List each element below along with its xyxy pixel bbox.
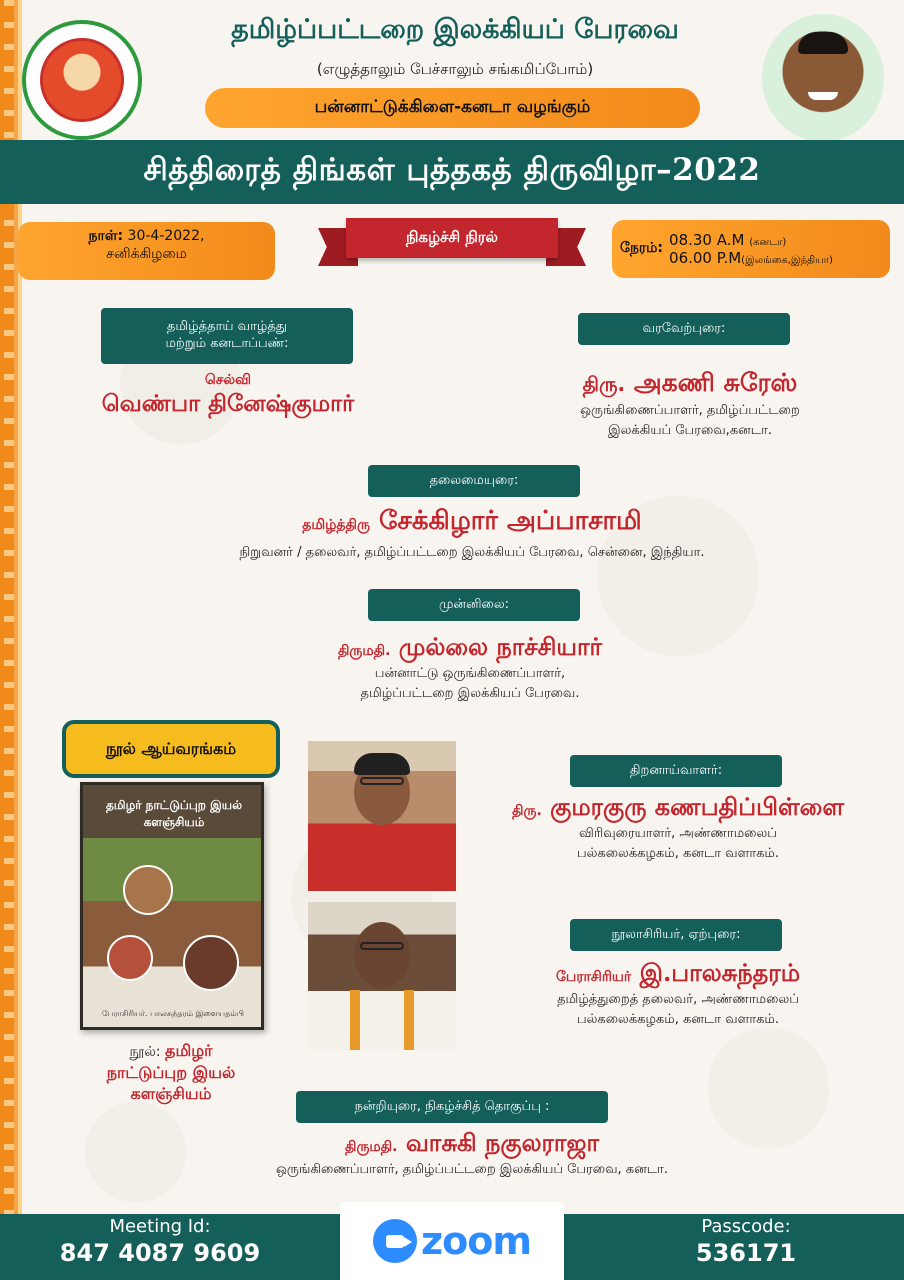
anthem-tag [101, 308, 353, 364]
program-label: நிகழ்ச்சி நிரல் [346, 218, 558, 258]
presence-speaker [240, 632, 700, 704]
welcome-desc-2: இலக்கியப் பேரவை,கனடா. [607, 423, 773, 439]
author-photo [308, 902, 456, 1050]
anthem-tag-line1: தமிழ்த்தாய் வாழ்த்து [166, 319, 288, 335]
presence-tag: முன்னிலை: [368, 589, 580, 621]
anthem-name: வெண்பா தினேஷ்குமார் [101, 390, 355, 417]
event-title: சித்திரைத் திங்கள் புத்தகத் திருவிழா–2022 [0, 140, 904, 204]
date-label: நாள்: [88, 228, 124, 244]
date-value: 30-4-2022, [127, 228, 205, 244]
program-ribbon [318, 218, 586, 268]
passcode [626, 1216, 866, 1267]
reviewer-photo [308, 741, 456, 891]
reviewer-honorific: திரு. [512, 803, 542, 819]
book-cover [80, 782, 264, 1030]
book-label-prefix: நூல்: [129, 1044, 161, 1060]
time-label: நேரம்: [620, 240, 664, 256]
thanks-name: வாசுகி நகுலராஜா [405, 1128, 600, 1157]
org-logo [22, 20, 142, 140]
welcome-tag: வரவேற்புரை: [578, 313, 790, 345]
author-honorific: பேராசிரியர் [555, 969, 632, 985]
passcode-label: Passcode: [701, 1216, 791, 1237]
book-label-2: நாட்டுப்புற இயல் [106, 1062, 236, 1082]
anthem-performer [60, 372, 396, 420]
zoom-logo [340, 1202, 564, 1280]
author-desc-1: தமிழ்த்துறைத் தலைவர், அண்ணாமலைப் [557, 992, 799, 1007]
presence-name: முல்லை நாச்சியார் [398, 632, 603, 661]
presidency-honorific: தமிழ்த்திரு [302, 517, 370, 533]
thanks-desc: ஒருங்கிணைப்பாளர், தமிழ்ப்பட்டறை இலக்கியப் பேரவை, கனடா. [276, 1162, 668, 1177]
welcome-name: அகணி சுரேஸ் [633, 368, 798, 397]
time-srilanka-india-zone: (இலங்கை,இந்தியா) [741, 255, 833, 266]
meeting-id-label: Meeting Id: [109, 1216, 211, 1237]
reviewer-tag: திறனாய்வாளர்: [570, 755, 782, 787]
presence-desc-1: பன்னாட்டு ஒருங்கிணைப்பாளர், [374, 666, 566, 681]
passcode-value[interactable]: 536171 [695, 1239, 797, 1267]
presence-honorific: திருமதி. [337, 643, 391, 659]
presidency-name: சேக்கிழார் அப்பாசாமி [379, 506, 642, 536]
meeting-id [40, 1216, 280, 1267]
welcome-desc-1: ஒருங்கிணைப்பாளர், தமிழ்ப்பட்டறை [580, 403, 800, 418]
date-box [18, 222, 275, 280]
reviewer-desc-2: பல்கலைக்கழகம், கனடா வளாகம். [576, 846, 780, 862]
author-speaker [466, 958, 890, 1030]
thanks-honorific: திருமதி. [344, 1139, 398, 1155]
book-label-1: தமிழர் [165, 1041, 213, 1060]
author-name: இ.பாலசுந்தரம் [639, 958, 801, 987]
presidency-speaker [120, 506, 824, 563]
reviewer-desc-1: விரிவுரையாளர், அண்ணாமலைப் [579, 826, 777, 841]
book-cover-title-2: களஞ்சியம் [143, 814, 205, 829]
time-box [612, 220, 890, 278]
reviewer-name: குமரகுரு கணபதிப்பிள்ளை [550, 792, 844, 821]
author-desc-2: பல்கலைக்கழகம், கனடா வளாகம். [576, 1012, 780, 1028]
time-srilanka-india: 06.00 P.M [669, 249, 742, 267]
book-label-3: களஞ்சியம் [130, 1084, 212, 1104]
branch-banner: பன்னாட்டுக்கிளை-கனடா வழங்கும் [205, 88, 700, 128]
zoom-wordmark: zoom [421, 1219, 531, 1263]
book-review-label: நூல் ஆய்வரங்கம் [62, 720, 280, 778]
org-title: தமிழ்ப்பட்டறை இலக்கியப் பேரவை [231, 14, 679, 45]
thanks-speaker [160, 1128, 784, 1180]
book-cover-title-1: தமிழர் நாட்டுப்புற இயல் [105, 798, 243, 812]
presence-desc-2: தமிழ்ப்பட்டறை இலக்கியப் பேரவை. [360, 686, 580, 702]
time-canada: 08.30 A.M [669, 231, 745, 249]
welcome-honorific: திரு. [582, 372, 626, 396]
author-tag: நூலாசிரியர், ஏற்புரை: [570, 919, 782, 951]
meeting-id-value[interactable]: 847 4087 9609 [59, 1239, 261, 1267]
presidency-desc: நிறுவனர் / தலைவர், தமிழ்ப்பட்டறை இலக்கியப் பேரவை, சென்னை, இந்தியா. [239, 545, 705, 560]
anthem-tag-line2: மற்றும் கனடாப்பண்: [165, 336, 289, 351]
time-canada-zone: (கனடா) [749, 237, 787, 248]
org-tagline: (எழுத்தாலும் பேச்சாலும் சங்கமிப்போம்) [316, 60, 594, 78]
thanks-tag: நன்றியுரை, நிகழ்ச்சித் தொகுப்பு : [296, 1091, 608, 1123]
book-cover-author: பேராசிரியர். பாலசுந்தரம் இளையதம்பி [102, 1009, 244, 1018]
day-value: சனிக்கிழமை [106, 246, 187, 262]
founder-portrait [762, 14, 884, 142]
reviewer-speaker [466, 792, 890, 864]
presidency-tag: தலைமையுரை: [368, 465, 580, 497]
zoom-camera-icon [373, 1219, 417, 1263]
book-title-label [62, 1040, 280, 1105]
welcome-speaker [500, 368, 880, 441]
anthem-honorific: செல்வி [204, 372, 252, 388]
